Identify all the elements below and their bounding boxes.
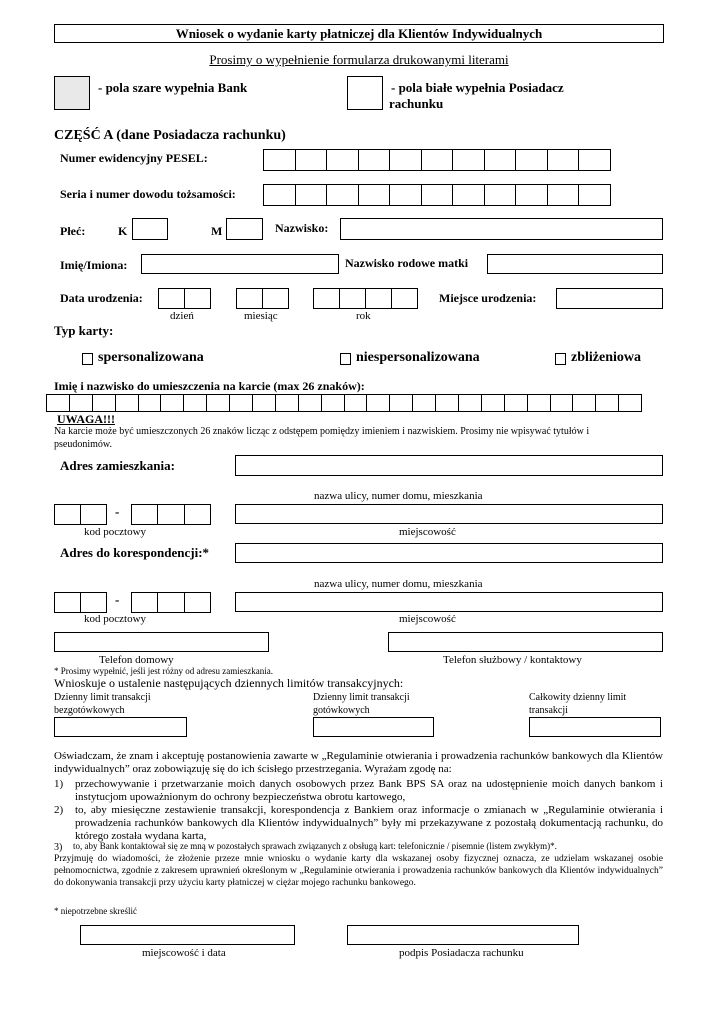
legend-grey-text: - pola szare wypełnia Bank	[98, 80, 248, 95]
card-name-label: Imię i nazwisko do umieszczenia na karcie (max 26 znaków):	[54, 379, 365, 393]
card-type-label: Typ karty:	[54, 323, 114, 338]
dob-month-input[interactable]	[236, 288, 289, 309]
declaration-point-2: to, aby miesięczne zestawienie transakcji, korespondencja z Bankiem oraz informacje o zmianach w „Regulaminie otwierania i prowadzenia rachunków bankowych dla Klientów indywidualnych” były mi przekazywane z pozostałą dokumentacją rachunku, do którego została wydana karta,	[75, 804, 663, 842]
declaration-point-1-number: 1)	[54, 778, 64, 790]
home-postal-caption: kod pocztowy	[84, 526, 147, 538]
id-document-input[interactable]	[263, 184, 611, 206]
limit-total-input[interactable]	[529, 717, 661, 737]
corr-postal-second-input[interactable]	[131, 592, 211, 613]
proxy-statement: Przyjmuję do wiadomości, że złożenie przeze mnie wniosku o wydanie karty dla wskazanej osoby fizycznej oznacza, ze udzielam wskazanej osobie pełnomocnictwa, zgodnie z zakresem uprawnień określonym w „Regulaminie otwierania i prowadzenia rachunków bankowych dla Klientów indywidualnych” do dokonywania transakcji przy użyciu karty płatniczej w ciężar mojego rachunku bankowego.	[54, 854, 663, 888]
pob-input[interactable]	[556, 288, 663, 309]
sex-m-box[interactable]	[226, 218, 263, 240]
warning-line-2: pseudonimów.	[54, 439, 112, 450]
card-type-contactless-checkbox[interactable]	[555, 353, 566, 365]
mother-maiden-input[interactable]	[487, 254, 663, 274]
pesel-input[interactable]	[263, 149, 611, 171]
declaration-point-2-number: 2)	[54, 804, 64, 816]
holder-signature-input[interactable]	[347, 925, 579, 945]
place-date-input[interactable]	[80, 925, 295, 945]
corr-address-footnote: * Prosimy wypełnić, jeśli jest różny od adresu zamieszkania.	[54, 666, 273, 676]
home-street-input[interactable]	[235, 455, 663, 476]
form-subtitle: Prosimy o wypełnienie formularza drukowanymi literami	[209, 52, 509, 67]
home-street-caption: nazwa ulicy, numer domu, mieszkania	[314, 490, 483, 502]
work-phone-caption: Telefon służbowy / kontaktowy	[443, 654, 582, 666]
legend-white-text-1: - pola białe wypełnia Posiadacz	[391, 80, 564, 95]
declaration-intro: Oświadczam, że znam i akceptuję postanowienia zawarte w „Regulaminie otwierania i prowadzenia rachunków bankowych dla Klientów indywidualnych” oraz zobowiązuję się do ich ścisłego przestrzegania. Wyrażam zgodę na:	[54, 750, 663, 775]
dob-day-input[interactable]	[158, 288, 211, 309]
limit-total-caption-2: transakcji	[529, 705, 568, 716]
dob-label: Data urodzenia:	[60, 291, 143, 305]
dob-month-caption: miesiąc	[244, 310, 278, 322]
dob-year-input[interactable]	[313, 288, 418, 309]
name-label: Imię/Imiona:	[60, 258, 128, 272]
pob-label: Miejsce urodzenia:	[439, 291, 537, 305]
corr-city-caption: miejscowość	[399, 613, 456, 625]
corr-postal-caption: kod pocztowy	[84, 613, 147, 625]
name-input[interactable]	[141, 254, 339, 274]
card-name-input[interactable]	[46, 394, 642, 412]
card-type-nonpersonalized-checkbox[interactable]	[340, 353, 351, 365]
home-postal-dash: -	[115, 504, 120, 519]
home-address-label: Adres zamieszkania:	[60, 458, 175, 473]
home-phone-caption: Telefon domowy	[99, 654, 174, 666]
limit-noncash-caption-2: bezgotówkowych	[54, 705, 125, 716]
card-type-personalized-checkbox[interactable]	[82, 353, 93, 365]
limits-intro: Wnioskuje o ustalenie następujących dziennych limitów transakcyjnych:	[54, 676, 404, 690]
section-a-heading: CZĘŚĆ A (dane Posiadacza rachunku)	[54, 128, 286, 143]
corr-postal-dash: -	[115, 592, 120, 607]
legend-white-swatch	[347, 76, 383, 110]
home-phone-input[interactable]	[54, 632, 269, 652]
surname-input[interactable]	[340, 218, 663, 240]
corr-street-input[interactable]	[235, 543, 663, 563]
legend-white-text-2: rachunku	[389, 96, 444, 111]
warning-line-1: Na karcie może być umieszczonych 26 znaków licząc z odstępem pomiędzy imieniem i nazwiskiem. Prosimy nie wpisywać tytułów i	[54, 426, 590, 437]
card-type-nonpersonalized-label: niespersonalizowana	[356, 350, 480, 365]
corr-street-caption: nazwa ulicy, numer domu, mieszkania	[314, 578, 483, 590]
pesel-label: Numer ewidencyjny PESEL:	[60, 151, 208, 165]
warning-title: UWAGA!!!	[57, 412, 115, 426]
surname-label: Nazwisko:	[275, 221, 329, 235]
home-city-input[interactable]	[235, 504, 663, 524]
limit-noncash-caption-1: Dzienny limit transakcji	[54, 692, 151, 703]
dob-year-caption: rok	[356, 310, 371, 322]
home-city-caption: miejscowość	[399, 526, 456, 538]
card-type-personalized-label: spersonalizowana	[98, 350, 204, 365]
mother-maiden-label: Nazwisko rodowe matki	[345, 256, 469, 270]
corr-city-input[interactable]	[235, 592, 663, 612]
limit-noncash-input[interactable]	[54, 717, 187, 737]
sex-k-label: K	[118, 224, 128, 238]
limit-cash-input[interactable]	[313, 717, 434, 737]
home-postal-first-input[interactable]	[54, 504, 107, 525]
corr-postal-first-input[interactable]	[54, 592, 107, 613]
corr-address-label: Adres do korespondencji:*	[60, 545, 210, 560]
dob-day-caption: dzień	[170, 310, 194, 322]
declaration-point-3: to, aby Bank kontaktował się ze mną w pozostałych sprawach związanych z obsługą kart: telefonicznie / pisemnie (listem zwykłym)*.	[73, 841, 557, 851]
work-phone-input[interactable]	[388, 632, 663, 652]
limit-cash-caption-2: gotówkowych	[313, 705, 370, 716]
home-postal-second-input[interactable]	[131, 504, 211, 525]
limit-cash-caption-1: Dzienny limit transakcji	[313, 692, 410, 703]
declaration-point-1: przechowywanie i przetwarzanie moich danych osobowych przez Bank BPS SA oraz na udostępnienie moich danych bankom i instytucjom upoważnionym do ochrony bezpieczeństwa obrotu kartowego,	[75, 778, 663, 803]
legend-grey-swatch	[54, 76, 90, 110]
declaration-point-3-number: 3)	[54, 842, 63, 853]
sex-m-label: M	[211, 224, 223, 238]
id-document-label: Seria i numer dowodu tożsamości:	[60, 187, 236, 201]
strike-note: * niepotrzebne skreślić	[54, 906, 137, 916]
place-date-caption: miejscowość i data	[142, 947, 226, 959]
card-type-contactless-label: zbliżeniowa	[571, 350, 641, 365]
sex-k-box[interactable]	[132, 218, 168, 240]
sex-label: Płeć:	[60, 224, 86, 238]
form-title: Wniosek o wydanie karty płatniczej dla Klientów Indywidualnych	[175, 26, 543, 41]
holder-signature-caption: podpis Posiadacza rachunku	[399, 947, 524, 959]
limit-total-caption-1: Całkowity dzienny limit	[529, 692, 627, 703]
